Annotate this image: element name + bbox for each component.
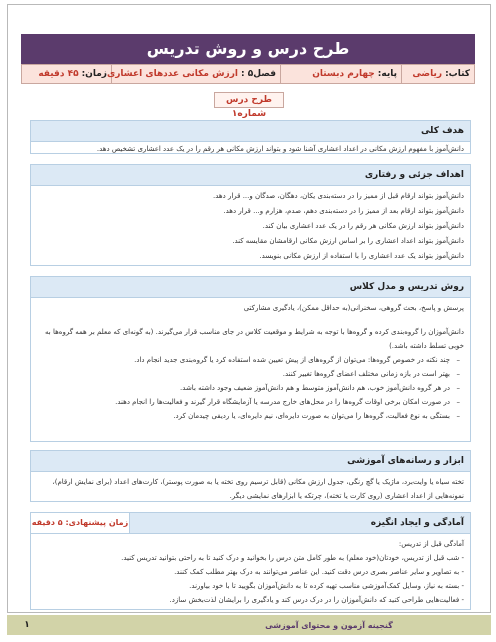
book-cell	[401, 65, 474, 83]
time-label: زمان:	[81, 69, 107, 79]
method-bullet: – در هر گروه دانش‌آموز خوب، هم دانش‌آموز متوسط و هم دانش‌آموز ضعیف وجود داشته باشد.	[37, 381, 450, 395]
prep-header	[31, 513, 470, 534]
method-bullet: – بهتر است در بازه زمانی مختلف اعضای گروه‌ها تغییر کنند.	[37, 367, 450, 381]
prep-line: - شب قبل از تدریس، خودتان(خود معلم) به طور کامل متن درس را بخوانید و درک کنید تا به راحتی بتوانید تدریس کنید.	[121, 554, 464, 562]
prep-section	[30, 512, 471, 610]
time-cell	[22, 65, 111, 83]
info-row	[21, 64, 475, 84]
method-bullet: – در صورت امکان برخی اوقات گروه‌ها را در محل‌های خارج مدرسه یا آزمایشگاه قرار گیرند و فعالیت‌ها را انجام دهند.	[37, 395, 450, 409]
specific-goal-item: دانش‌آموز بتواند اعداد اعشاری را بر اساس ارزش مکانی ارقامشان مقایسه کند.	[232, 237, 464, 245]
method-bullet: – چند نکته در خصوص گروه‌ها: می‌توان از گروه‌های از پیش تعیین شده استفاده کرد یا گروه‌بندی جدید انجام داد.	[37, 353, 450, 367]
general-goal-heading: هدف کلی	[31, 121, 470, 142]
method-approaches: پرسش و پاسخ، بحث گروهی، سخنرانی(به حداقل ممکن)، یادگیری مشارکتی	[243, 304, 464, 312]
page-title: طرح درس و روش تدریس	[21, 34, 475, 64]
general-goal-section	[30, 120, 471, 154]
specific-goal-item: دانش‌آموز بتواند ارقام قبل از ممیز را در دسته‌بندی یکان، دهگان، صدگان و... قرار دهد.	[213, 192, 464, 200]
footer-bar	[7, 615, 491, 635]
specific-goals-section	[30, 164, 471, 266]
method-bullets	[37, 353, 464, 423]
method-body	[31, 298, 470, 426]
plan-number: طرح درس شماره۱	[214, 92, 284, 108]
page-number: ۱	[24, 620, 30, 630]
book-value: ریاضی	[412, 69, 443, 79]
grade-value: چهارم دبستان	[312, 69, 375, 79]
method-bullet: – بستگی به نوع فعالیت، گروه‌ها را می‌توان به صورت دایره‌ای، نیم دایره‌ای، یا ردیفی چیدمان کرد.	[37, 409, 450, 423]
footer-publisher: گنجینه آزمون و محتوای آموزشی	[265, 620, 393, 630]
chapter-label: فصل۵ :	[240, 69, 276, 79]
tools-text: تخته سیاه یا وایت‌برد، ماژیک یا گچ رنگی، جدول ارزش مکانی (قابل ترسیم روی تخته یا به صورت پوستر)، کارت‌های اعداد (برای نمایش ارقام)، نمونه‌هایی از اعداد اعشاری (روی کارت یا تخته)، چرتکه یا ابزارهای نمایشی دیگر.	[52, 478, 464, 500]
tools-heading: ابزار و رسانه‌های آموزشی	[31, 451, 470, 472]
chapter-value: ارزش مکانی عددهای اعشاری	[106, 69, 238, 79]
time-value: ۴۵ دقیقه	[38, 69, 79, 79]
prep-line: - فعالیت‌هایی طراحی کنید که دانش‌آموزان را در درک درس کند و یادگیری را برایشان لذت‌بخش سازد.	[169, 596, 464, 604]
specific-goal-item: دانش‌آموز بتواند یک عدد اعشاری را با استفاده از ارزش مکانی بنویسد.	[259, 252, 464, 260]
prep-body	[31, 534, 470, 610]
prep-line: - بسته به نیاز، وسایل کمک‌آموزشی مناسب تهیه کرده تا به دانش‌آموزان بگویید تا با خود بیاورند.	[189, 582, 464, 590]
prep-line: آمادگی قبل از تدریس:	[398, 540, 464, 548]
tools-section	[30, 450, 471, 502]
book-label: کتاب:	[445, 69, 470, 79]
specific-goal-item: دانش‌آموز بتواند ارزش مکانی هر رقم را در یک عدد اعشاری بیان کند.	[262, 222, 464, 230]
grade-label: پایه:	[377, 69, 397, 79]
grade-cell	[280, 65, 401, 83]
specific-goals-heading: اهداف جزئی و رفتاری	[31, 165, 470, 186]
specific-goal-item: دانش‌آموز بتواند ارقام بعد از ممیز را در دسته‌بندی دهم، صدم، هزارم و... قرار دهد.	[223, 207, 464, 215]
method-section	[30, 276, 471, 442]
prep-line: - به تصاویر و سایر عناصر بصری درس دقت کنید. این عناصر می‌توانند به درک بهتر مطلب کمک کنند.	[174, 568, 464, 576]
prep-heading: آمادگی و ایجاد انگیزه	[370, 518, 464, 528]
method-heading: روش تدریس و مدل کلاس	[31, 277, 470, 298]
prep-time: زمان پیشنهادی: ۵ دقیقه	[31, 513, 130, 533]
specific-goals-list	[31, 186, 470, 267]
general-goal-text: دانش‌آموز با مفهوم ارزش مکانی در اعداد اعشاری آشنا شود و بتواند ارزش مکانی هر رقم را در یک عدد اعشاری تشخیص دهد.	[96, 145, 464, 153]
chapter-cell	[106, 65, 280, 83]
method-paragraph: دانش‌آموزان را گروه‌بندی کرده و گروه‌ها با توجه به شرایط و موقعیت کلاس در جای مناسب قرار می‌گیرند. (به گونه‌ای که معلم بر همه گروه‌ها به خوبی تسلط داشته باشد.)	[45, 328, 464, 350]
